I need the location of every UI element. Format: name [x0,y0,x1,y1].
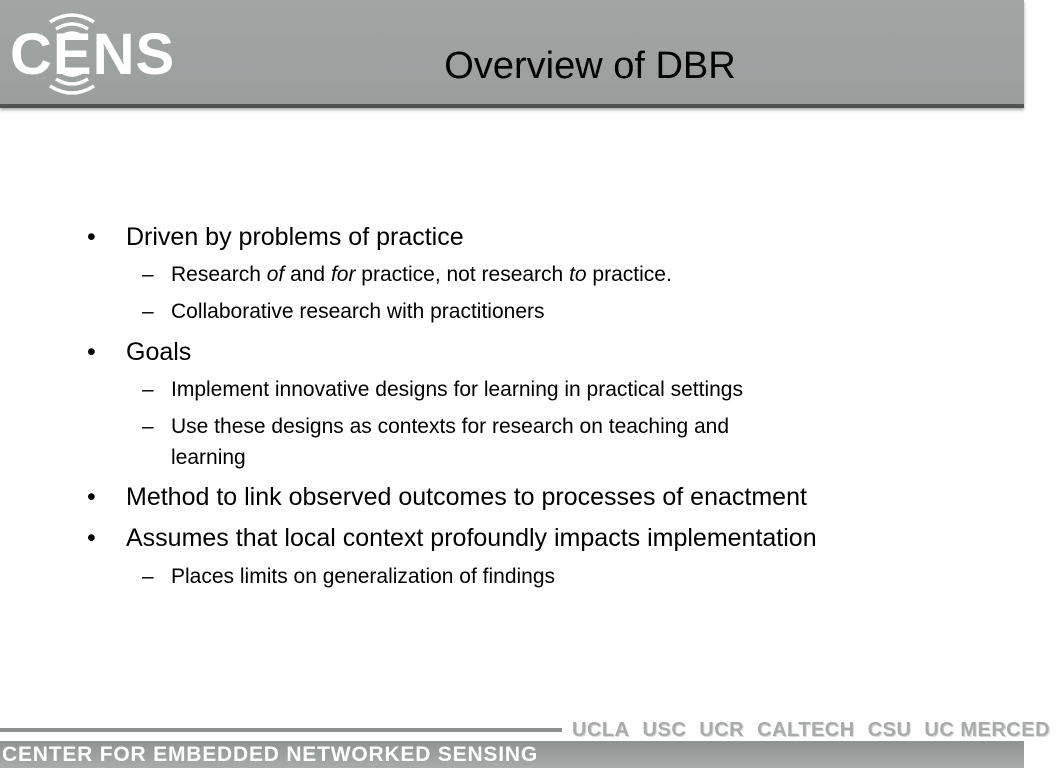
university-ucla: UCLA [572,719,630,741]
subbullet-implement-designs: Implement innovative designs for learning in practical settings [171,378,743,401]
subbullet-limits-generalization: Places limits on generalization of findings [171,565,556,588]
emphasis-for: for [330,263,356,286]
footer-center-name: CENTER FOR EMBEDDED NETWORKED SENSING [2,743,538,766]
university-uc-merced: UC MERCED [924,719,1051,741]
bullet-method-link-outcomes: Method to link observed outcomes to processes of enactment [126,483,807,511]
bullet-marker: • [87,338,96,366]
bullet-goals: Goals [126,338,192,366]
text-run: practice, not research [355,263,570,286]
bullet-marker: • [87,223,96,251]
university-list [572,718,1063,742]
subbullet-use-designs-line1: Use these designs as contexts for research on teaching and [171,415,729,438]
dash-marker: – [142,415,154,438]
university-ucr: UCR [699,719,745,741]
subbullet-use-designs-line2: learning [171,446,246,469]
text-run: practice. [586,263,672,286]
university-usc: USC [642,719,687,741]
dash-marker: – [142,263,154,286]
dash-marker: – [142,300,154,323]
emphasis-of: of [266,263,285,286]
subbullet-research-of-for-practice [171,260,672,290]
text-run: Research [171,263,267,286]
university-caltech: CALTECH [757,719,855,741]
slide-title: Overview of DBR [444,45,736,87]
logo-wordmark: CENS [10,22,176,87]
dash-marker: – [142,378,154,401]
bullet-problems-of-practice: Driven by problems of practice [126,223,464,251]
dash-marker: – [142,565,154,588]
emphasis-to: to [569,263,587,286]
footer-divider [0,728,562,732]
university-csu: CSU [867,719,912,741]
subbullet-collaborative-research: Collaborative research with practitioners [171,300,545,323]
text-run: and [284,263,331,286]
bullet-local-context: Assumes that local context profoundly impacts implementation [126,524,817,552]
bullet-marker: • [87,524,96,552]
bullet-marker: • [87,483,96,511]
